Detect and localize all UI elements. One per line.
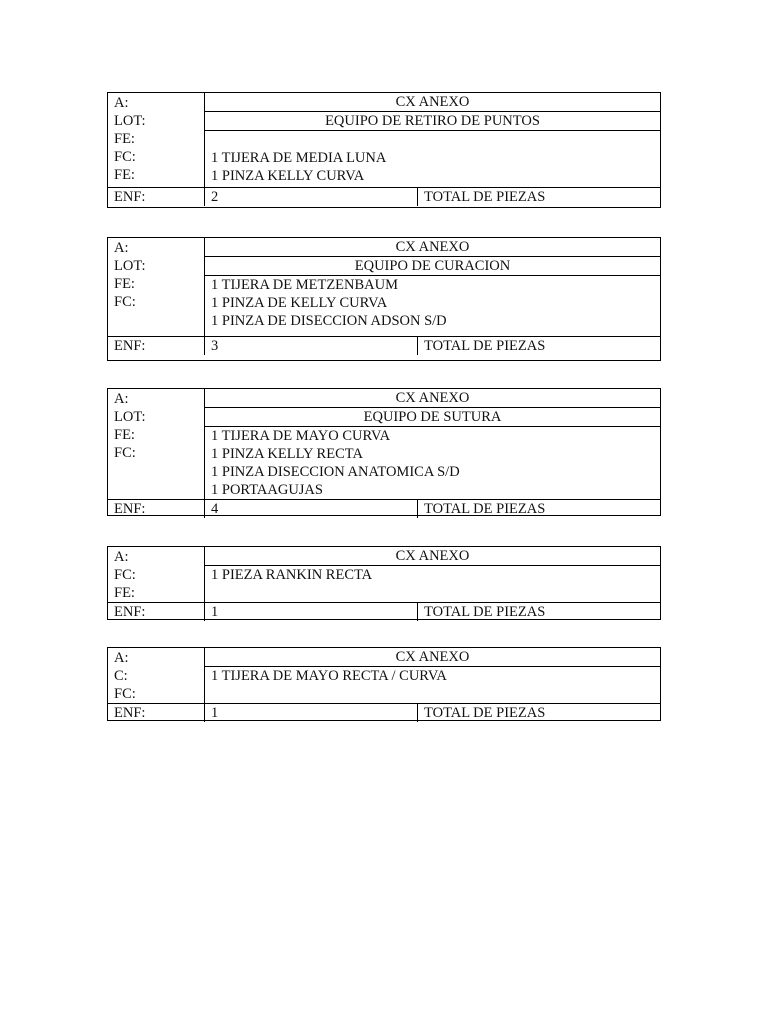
piece-count: 1 <box>205 703 418 722</box>
list-item: 1 PIEZA RANKIN RECTA <box>211 567 373 583</box>
list-item: 1 PORTAAGUJAS <box>211 482 323 498</box>
piece-count: 1 <box>205 602 418 621</box>
instrument-card-retiro-puntos <box>107 92 661 208</box>
field-label: FE: <box>114 167 135 183</box>
card-field-labels <box>108 547 205 602</box>
field-label: C: <box>114 668 128 684</box>
item-list <box>205 566 660 602</box>
card-field-labels <box>108 93 205 187</box>
card-subheader: EQUIPO DE SUTURA <box>205 408 660 427</box>
list-item: 1 PINZA DE DISECCION ADSON S/D <box>211 313 447 329</box>
field-label: A: <box>114 391 129 407</box>
list-item <box>211 131 654 149</box>
total-label: TOTAL DE PIEZAS <box>418 336 660 355</box>
field-label: FC: <box>114 567 136 583</box>
list-item: 1 PINZA KELLY RECTA <box>211 446 363 462</box>
card-content <box>205 648 660 703</box>
enf-label: ENF: <box>108 499 205 518</box>
card-subheader: EQUIPO DE RETIRO DE PUNTOS <box>205 112 660 131</box>
field-label: FE: <box>114 427 135 443</box>
field-label: FC: <box>114 149 136 165</box>
field-label: FE: <box>114 131 135 147</box>
field-label: A: <box>114 95 129 111</box>
field-label: LOT: <box>114 409 146 425</box>
field-label: A: <box>114 549 129 565</box>
card-field-labels <box>108 238 205 336</box>
piece-count: 2 <box>205 187 418 206</box>
piece-count: 3 <box>205 336 418 355</box>
field-label: FE: <box>114 276 135 292</box>
card-content <box>205 389 660 499</box>
list-item: 1 PINZA DISECCION ANATOMICA S/D <box>211 464 460 480</box>
total-label: TOTAL DE PIEZAS <box>418 602 660 621</box>
enf-label: ENF: <box>108 336 205 355</box>
enf-label: ENF: <box>108 187 205 206</box>
card-header: CX ANEXO <box>205 547 660 566</box>
instrument-card-curacion <box>107 237 661 361</box>
instrument-card-rankin <box>107 546 661 620</box>
item-list <box>205 276 660 336</box>
card-field-labels <box>108 389 205 499</box>
field-label: FC: <box>114 686 136 702</box>
card-header: CX ANEXO <box>205 238 660 257</box>
piece-count: 4 <box>205 499 418 518</box>
enf-label: ENF: <box>108 703 205 722</box>
total-label: TOTAL DE PIEZAS <box>418 187 660 206</box>
field-label: A: <box>114 240 129 256</box>
field-label: FE: <box>114 585 135 601</box>
instrument-sheet <box>107 92 661 721</box>
instrument-card-tijera-mayo <box>107 647 661 721</box>
card-content <box>205 93 660 187</box>
item-list <box>205 131 660 187</box>
list-item: 1 TIJERA DE MAYO CURVA <box>211 428 391 444</box>
item-list <box>205 427 660 499</box>
list-item: 1 PINZA DE KELLY CURVA <box>211 295 388 311</box>
card-header: CX ANEXO <box>205 389 660 408</box>
field-label: FC: <box>114 294 136 310</box>
field-label: FC: <box>114 445 136 461</box>
card-subheader: EQUIPO DE CURACION <box>205 257 660 276</box>
list-item: 1 TIJERA DE MEDIA LUNA <box>211 150 387 166</box>
field-label: LOT: <box>114 258 146 274</box>
list-item: 1 PINZA KELLY CURVA <box>211 168 365 184</box>
card-content <box>205 238 660 336</box>
enf-label: ENF: <box>108 602 205 621</box>
total-label: TOTAL DE PIEZAS <box>418 499 660 518</box>
list-item: 1 TIJERA DE METZENBAUM <box>211 277 399 293</box>
card-header: CX ANEXO <box>205 648 660 667</box>
instrument-card-sutura <box>107 388 661 516</box>
item-list <box>205 667 660 703</box>
list-item: 1 TIJERA DE MAYO RECTA / CURVA <box>211 668 447 684</box>
field-label: LOT: <box>114 113 146 129</box>
card-header: CX ANEXO <box>205 93 660 112</box>
card-field-labels <box>108 648 205 703</box>
field-label: A: <box>114 650 129 666</box>
total-label: TOTAL DE PIEZAS <box>418 703 660 722</box>
card-content <box>205 547 660 602</box>
